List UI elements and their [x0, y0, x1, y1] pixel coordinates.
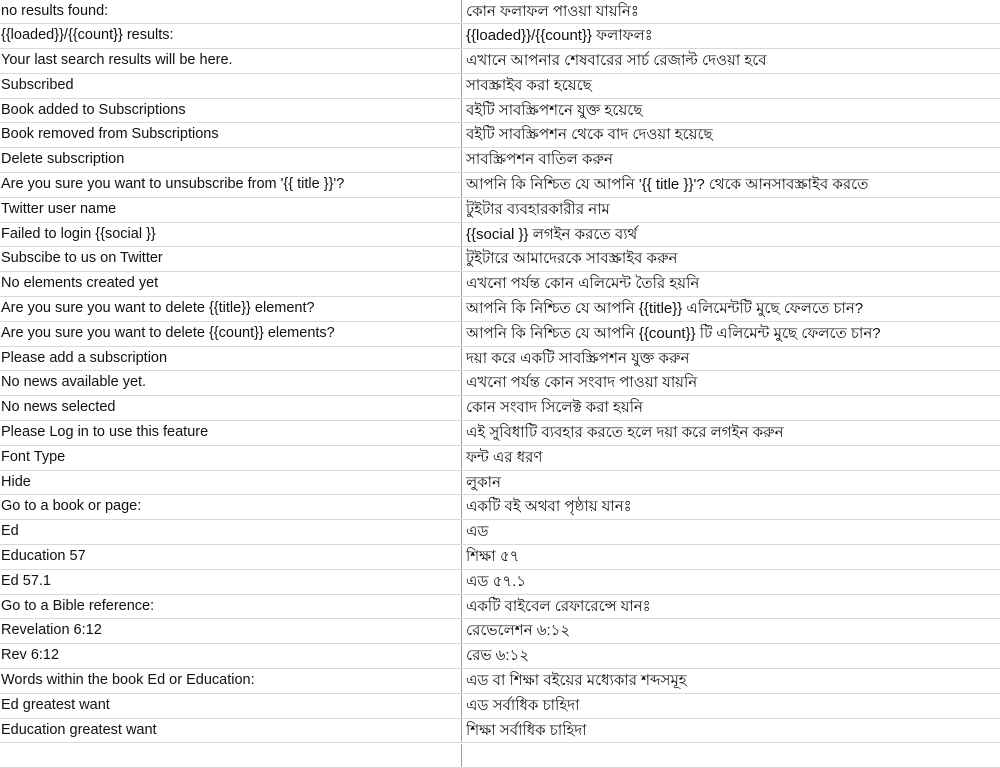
value-cell[interactable]: এড ৫৭.১	[462, 570, 1000, 594]
table-row[interactable]	[0, 371, 1000, 396]
value-cell[interactable]: রেভ ৬:১২	[462, 644, 1000, 668]
key-cell[interactable]: Rev 6:12	[0, 644, 462, 668]
key-cell[interactable]: No elements created yet	[0, 272, 462, 296]
key-cell[interactable]: No news available yet.	[0, 371, 462, 395]
value-cell[interactable]: কোন ফলাফল পাওয়া যায়নিঃ	[462, 0, 1000, 23]
key-cell[interactable]: Are you sure you want to unsubscribe from '{{ title }}'?	[0, 173, 462, 197]
table-row[interactable]	[0, 0, 1000, 24]
table-row[interactable]	[0, 619, 1000, 644]
value-cell[interactable]: শিক্ষা ৫৭	[462, 545, 1000, 569]
key-cell[interactable]: Book added to Subscriptions	[0, 99, 462, 123]
value-cell[interactable]: সাবস্ক্রিপশন বাতিল করুন	[462, 148, 1000, 172]
value-cell[interactable]: {{loaded}}/{{count}} ফলাফলঃ	[462, 24, 1000, 48]
table-row[interactable]	[0, 719, 1000, 744]
key-cell[interactable]: Education 57	[0, 545, 462, 569]
value-cell[interactable]: টুইটারে আমাদেরকে সাবস্ক্রাইব করুন	[462, 247, 1000, 271]
value-cell[interactable]: এখানে আপনার শেষবারের সার্চ রেজাল্ট দেওয়া হবে	[462, 49, 1000, 73]
table-row[interactable]	[0, 421, 1000, 446]
value-cell[interactable]: আপনি কি নিশ্চিত যে আপনি {{title}} এলিমেন্টটি মুছে ফেলতে চান?	[462, 297, 1000, 321]
table-row[interactable]	[0, 123, 1000, 148]
key-cell[interactable]: Delete subscription	[0, 148, 462, 172]
key-cell[interactable]: Subscibe to us on Twitter	[0, 247, 462, 271]
value-cell[interactable]: একটি বই অথবা পৃষ্ঠায় যানঃ	[462, 495, 1000, 519]
table-row[interactable]	[0, 545, 1000, 570]
key-cell[interactable]: Ed 57.1	[0, 570, 462, 594]
table-row[interactable]	[0, 297, 1000, 322]
table-row[interactable]	[0, 644, 1000, 669]
key-cell[interactable]: Twitter user name	[0, 198, 462, 222]
table-row[interactable]	[0, 694, 1000, 719]
key-cell[interactable]: Ed greatest want	[0, 694, 462, 718]
value-cell[interactable]: কোন সংবাদ সিলেক্ট করা হয়নি	[462, 396, 1000, 420]
key-cell[interactable]: Go to a book or page:	[0, 495, 462, 519]
table-row[interactable]	[0, 223, 1000, 248]
value-cell[interactable]: এখনো পর্যন্ত কোন এলিমেন্ট তৈরি হয়নি	[462, 272, 1000, 296]
table-row[interactable]	[0, 148, 1000, 173]
key-cell[interactable]: Education greatest want	[0, 719, 462, 743]
value-cell[interactable]: ফন্ট এর ধরণ	[462, 446, 1000, 470]
table-row[interactable]	[0, 446, 1000, 471]
key-cell[interactable]: Book removed from Subscriptions	[0, 123, 462, 147]
key-cell[interactable]: Hide	[0, 471, 462, 495]
value-cell[interactable]: এড	[462, 520, 1000, 544]
table-row-partial[interactable]	[0, 744, 1000, 768]
key-cell[interactable]: Words within the book Ed or Education:	[0, 669, 462, 693]
value-cell[interactable]: শিক্ষা সর্বাধিক চাহিদা	[462, 719, 1000, 743]
value-cell[interactable]: একটি বাইবেল রেফারেন্সে যানঃ	[462, 595, 1000, 619]
table-row[interactable]	[0, 24, 1000, 49]
key-cell[interactable]: Are you sure you want to delete {{count}} elements?	[0, 322, 462, 346]
table-row[interactable]	[0, 49, 1000, 74]
value-cell[interactable]: বইটি সাবস্ক্রিপশন থেকে বাদ দেওয়া হয়েছে	[462, 123, 1000, 147]
table-row[interactable]	[0, 99, 1000, 124]
table-row[interactable]	[0, 272, 1000, 297]
key-cell[interactable]: Please add a subscription	[0, 347, 462, 371]
value-cell[interactable]: এই সুবিধাটি ব্যবহার করতে হলে দয়া করে লগইন করুন	[462, 421, 1000, 445]
key-cell[interactable]: Are you sure you want to delete {{title}} element?	[0, 297, 462, 321]
key-cell[interactable]: {{loaded}}/{{count}} results:	[0, 24, 462, 48]
value-cell[interactable]: বইটি সাবস্ক্রিপশনে যুক্ত হয়েছে	[462, 99, 1000, 123]
key-cell[interactable]	[0, 744, 462, 768]
table-row[interactable]	[0, 495, 1000, 520]
key-cell[interactable]: Please Log in to use this feature	[0, 421, 462, 445]
value-cell[interactable]: আপনি কি নিশ্চিত যে আপনি {{count}} টি এলিমেন্ট মুছে ফেলতে চান?	[462, 322, 1000, 346]
value-cell[interactable]: এড সর্বাধিক চাহিদা	[462, 694, 1000, 718]
key-cell[interactable]: Revelation 6:12	[0, 619, 462, 643]
value-cell[interactable]: লুকান	[462, 471, 1000, 495]
table-row[interactable]	[0, 247, 1000, 272]
key-cell[interactable]: No news selected	[0, 396, 462, 420]
table-row[interactable]	[0, 669, 1000, 694]
key-cell[interactable]: no results found:	[0, 0, 462, 23]
table-row[interactable]	[0, 471, 1000, 496]
value-cell[interactable]: এখনো পর্যন্ত কোন সংবাদ পাওয়া যায়নি	[462, 371, 1000, 395]
key-cell[interactable]: Your last search results will be here.	[0, 49, 462, 73]
value-cell[interactable]: সাবস্ক্রাইব করা হয়েছে	[462, 74, 1000, 98]
value-cell[interactable]: রেভেলেশন ৬:১২	[462, 619, 1000, 643]
table-row[interactable]	[0, 520, 1000, 545]
key-cell[interactable]: Ed	[0, 520, 462, 544]
key-cell[interactable]: Font Type	[0, 446, 462, 470]
value-cell[interactable]: এড বা শিক্ষা বইয়ের মধ্যেকার শব্দসমূহ	[462, 669, 1000, 693]
value-cell[interactable]: {{social }} লগইন করতে ব্যর্থ	[462, 223, 1000, 247]
table-row[interactable]	[0, 570, 1000, 595]
value-cell[interactable]: টুইটার ব্যবহারকারীর নাম	[462, 198, 1000, 222]
key-cell[interactable]: Subscribed	[0, 74, 462, 98]
value-cell[interactable]	[462, 744, 1000, 768]
key-cell[interactable]: Go to a Bible reference:	[0, 595, 462, 619]
value-cell[interactable]: আপনি কি নিশ্চিত যে আপনি '{{ title }}'? থেকে আনসাবস্ক্রাইব করতে	[462, 173, 1000, 197]
table-row[interactable]	[0, 396, 1000, 421]
table-row[interactable]	[0, 198, 1000, 223]
key-cell[interactable]: Failed to login {{social }}	[0, 223, 462, 247]
table-row[interactable]	[0, 74, 1000, 99]
table-row[interactable]	[0, 347, 1000, 372]
table-row[interactable]	[0, 322, 1000, 347]
table-row[interactable]	[0, 595, 1000, 620]
table-row[interactable]	[0, 173, 1000, 198]
value-cell[interactable]: দয়া করে একটি সাবস্ক্রিপশন যুক্ত করুন	[462, 347, 1000, 371]
